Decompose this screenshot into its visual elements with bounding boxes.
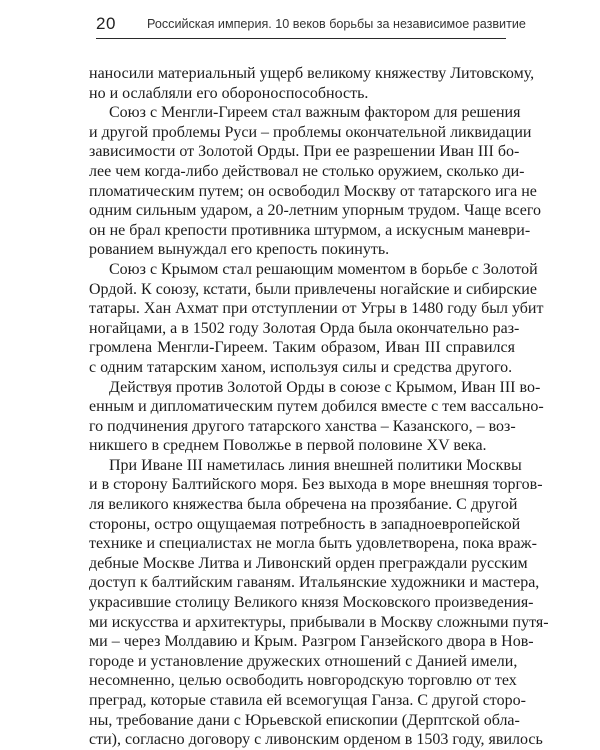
text-line: и в сторону Балтийского моря. Без выхода в море внешняя торгов- [89,476,543,494]
text-line: зависимости от Золотой Орды. При ее разрешении Иван III бо- [89,143,520,161]
running-title: Российская империя. 10 веков борьбы за независимое развитие [147,17,526,31]
text-line: с одним татарским ханом, используя силы и средства другого. [89,358,513,376]
text-line: При Иване III наметилась линия внешней политики Москвы [109,456,522,474]
text-line: доступ к балтийским гаваням. Итальянские художники и мастера, [89,574,540,592]
text-line: наносили материальный ущерб великому княжеству Литовскому, [89,65,535,82]
text-line: одним сильным ударом, а 20-летним упорным трудом. Чаще всего [89,202,541,220]
text-line: Союз с Крымом стал решающим моментом в борьбе с Золотой [109,260,538,278]
text-line: несомненно, целью освободить новгородскую торговлю от тех [89,672,517,690]
text-line: громлена Менгли-Гиреем. Таким образом, Иван III справился [89,339,515,357]
text-line: енным и дипломатическим путем добился вместе с тем вассально- [89,398,544,416]
running-header [96,12,526,39]
text-line: лее чем когда-либо действовал не столько оружием, сколько ди- [89,162,525,180]
page-number: 20 [96,14,116,33]
text-line: рованием вынуждал его крепость покинуть. [89,241,390,259]
text-line: городе и установление дружеских отношений с Данией имели, [89,652,518,670]
text-line: татары. Хан Ахмат при отступлении от Угры в 1480 году был убит [89,300,544,318]
text-line: стороны, остро ощущаемая потребность в западноевропейской [89,515,521,533]
text-line: украсившие столицу Великого князя Московского произведения- [89,594,534,612]
text-line: Ордой. К союзу, кстати, были привлечены ногайские и сибирские [89,280,537,298]
text-line: ногайцами, а в 1502 году Золотая Орда была окончательно раз- [89,319,520,337]
text-line: преград, которые ставила ей всемогущая Ганза. С другой сторо- [89,692,526,709]
text-line: Союз с Менгли-Гиреем стал важным фактором для решения [109,104,521,122]
paragraph [89,64,535,103]
text-line: и другой проблемы Руси – проблемы окончательной ликвидации [89,123,532,141]
text-line: но и ослабляли его обороноспособность. [89,84,369,102]
text-line: Действуя против Золотой Орды в союзе с Крымом, Иван III во- [109,378,541,396]
paragraph [89,456,549,750]
body-text [89,64,549,750]
text-line: технике и специалистах не могла быть удовлетворена, пока враж- [89,535,537,553]
text-line: никшего в среднем Поволжье в первой половине XV века. [89,437,487,455]
text-line: ля великого княжества была обречена на прозябание. С другой [89,496,518,514]
text-line: сти), согласно договору с ливонским орденом в 1503 году, явилось [89,731,543,749]
text-line: ми искусства и архитектуры, прибывали в Москву сложными путя- [89,613,549,631]
paragraph [89,378,544,456]
text-line: ны, требование дани с Юрьевской епископии (Дерптской обла- [89,711,520,729]
text-line: он не брал крепости противника штурмом, а искусным маневри- [89,221,531,239]
text-line: дебные Москве Литва и Ливонский орден преграждали русским [89,554,528,572]
text-line: пломатическим путем; он освободил Москву от татарского ига не [89,182,537,200]
paragraph [89,103,541,260]
paragraph [89,260,544,378]
text-line: ми – через Молдавию и Крым. Разгром Ганзейского двора в Нов- [89,633,534,651]
text-line: го подчинения другого татарского ханства – Казанского, – воз- [89,417,516,435]
